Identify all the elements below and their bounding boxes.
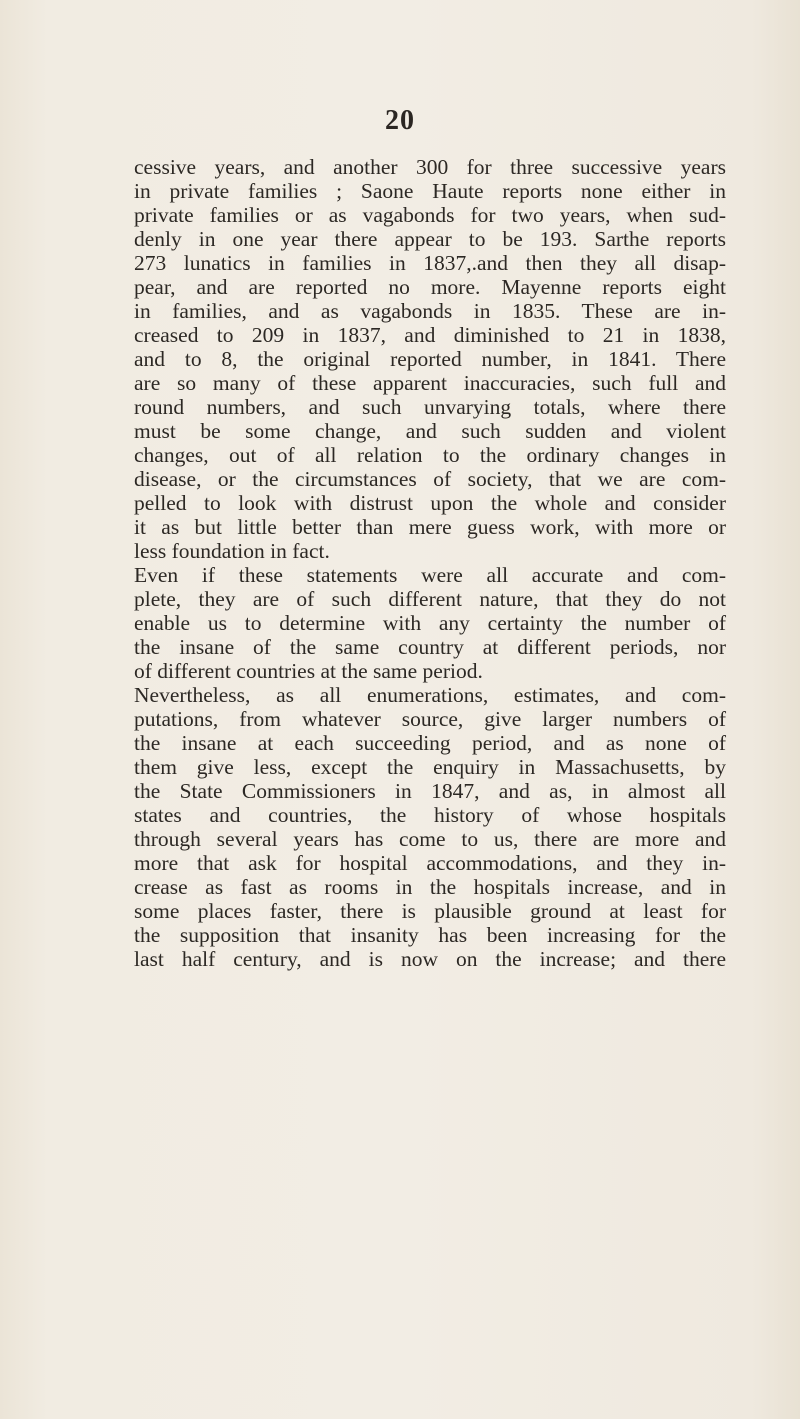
text-line: plete, they are of such different nature, that they do not — [134, 587, 726, 611]
text-line: are so many of these apparent inaccuracies, such full and — [134, 371, 726, 395]
text-line: Even if these statements were all accurate and com- — [134, 563, 726, 587]
text-line: last half century, and is now on the increase; and there — [134, 947, 726, 971]
text-line: putations, from whatever source, give larger numbers of — [134, 707, 726, 731]
text-line: more that ask for hospital accommodations, and they in- — [134, 851, 726, 875]
text-line: must be some change, and such sudden and violent — [134, 419, 726, 443]
text-line: the insane at each succeeding period, and as none of — [134, 731, 726, 755]
text-line: crease as fast as rooms in the hospitals increase, and in — [134, 875, 726, 899]
text-line: denly in one year there appear to be 193. Sarthe reports — [134, 227, 726, 251]
text-line: through several years has come to us, there are more and — [134, 827, 726, 851]
text-line: creased to 209 in 1837, and diminished to 21 in 1838, — [134, 323, 726, 347]
body-text — [134, 155, 726, 971]
page-number: 20 — [385, 105, 415, 136]
text-line: some places faster, there is plausible ground at least for — [134, 899, 726, 923]
text-line: Nevertheless, as all enumerations, estimates, and com- — [134, 683, 726, 707]
text-line: of different countries at the same period. — [134, 659, 483, 683]
text-line: enable us to determine with any certainty the number of — [134, 611, 726, 635]
text-line: and to 8, the original reported number, in 1841. There — [134, 347, 726, 371]
text-line: changes, out of all relation to the ordinary changes in — [134, 443, 726, 467]
text-line: less foundation in fact. — [134, 539, 330, 563]
text-line: them give less, except the enquiry in Massachusetts, by — [134, 755, 726, 779]
text-line: pear, and are reported no more. Mayenne reports eight — [134, 275, 726, 299]
text-line: states and countries, the history of whose hospitals — [134, 803, 726, 827]
text-line: disease, or the circumstances of society, that we are com- — [134, 467, 726, 491]
text-line: round numbers, and such unvarying totals, where there — [134, 395, 726, 419]
text-line: cessive years, and another 300 for three successive years — [134, 155, 726, 179]
text-line: in private families ; Saone Haute reports none either in — [134, 179, 726, 203]
text-line: the State Commissioners in 1847, and as, in almost all — [134, 779, 726, 803]
text-line: 273 lunatics in families in 1837,.and then they all disap- — [134, 251, 726, 275]
text-line: pelled to look with distrust upon the whole and consider — [134, 491, 726, 515]
text-line: private families or as vagabonds for two years, when sud- — [134, 203, 726, 227]
text-line: the supposition that insanity has been increasing for the — [134, 923, 726, 947]
text-line: in families, and as vagabonds in 1835. These are in- — [134, 299, 726, 323]
text-line: the insane of the same country at different periods, nor — [134, 635, 726, 659]
text-line: it as but little better than mere guess work, with more or — [134, 515, 726, 539]
